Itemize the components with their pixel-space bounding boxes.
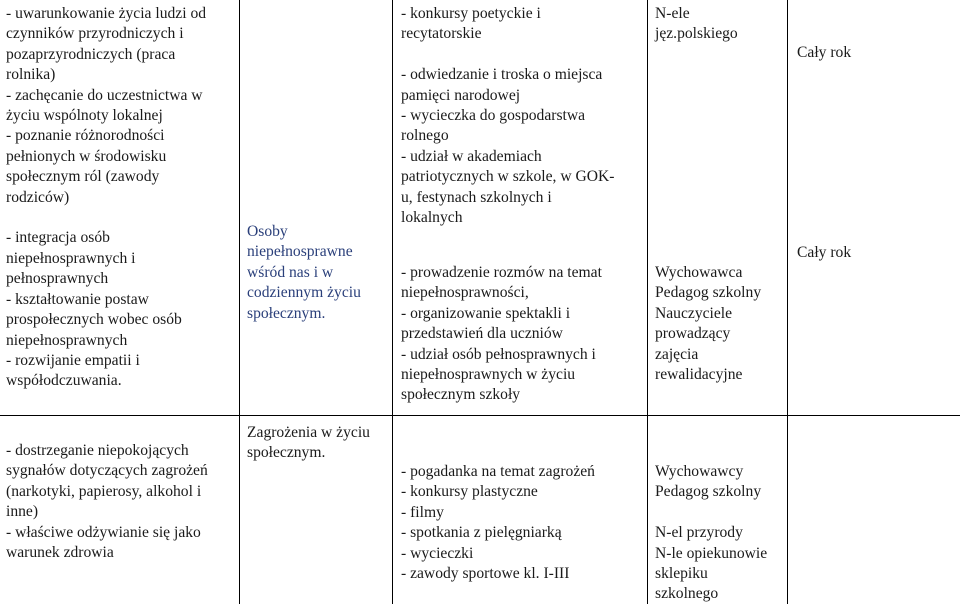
- column-divider: [787, 0, 788, 604]
- row2-goals: - dostrzeganie niepokojących sygnałów dotyczących zagrożeń (narkotyki, papierosy, alkohol i inne) - właściwe odżywianie się jako warunek zdrowia: [6, 442, 208, 562]
- row1-forms-b: - prowadzenie rozmów na temat niepełnosprawności, - organizowanie spektakli i przedstawień dla uczniów - udział osób pełnosprawnych i niepełnosprawnych w życiu społecznym szkoły: [401, 264, 602, 404]
- row1-goals: - uwarunkowanie życia ludzi od czynników przyrodniczych i pozaprzyrodniczych (praca rolnika) - zachęcanie do uczestnictwa w życiu wspólnoty lokalnej - poznanie różnorodności pełnionych w środowisku społecznym ról (zawody rodziców) - integracja osób niepełnosprawnych i pełnosprawnych - kształtowanie postaw prospołecznych wobec osób niepełnosprawnych - rozwijanie empatii i współodczuwania.: [6, 5, 207, 390]
- row1-responsible-a: N-ele jęz.polskiego: [655, 5, 738, 43]
- row2-forms: - pogadanka na temat zagrożeń - konkursy plastyczne - filmy - spotkania z pielęgniarką - wycieczki - zawody sportowe kl. I-III: [401, 463, 595, 583]
- column-divider: [392, 0, 393, 604]
- row1-time-b: Cały rok: [797, 244, 852, 261]
- row-divider: [0, 415, 960, 416]
- row2-topic: Zagrożenia w życiu społecznym.: [247, 424, 370, 462]
- row1-forms-a: - konkursy poetyckie i recytatorskie - odwiedzanie i troska o miejsca pamięci narodowej - wycieczka do gospodarstwa rolnego - udział w akademiach patriotycznych w szkole, w GOK- u, festynach szkolnych i lokalnych: [401, 5, 615, 227]
- row1-time-a: Cały rok: [797, 44, 852, 61]
- column-divider: [647, 0, 648, 604]
- row1-responsible-b: Wychowawca Pedagog szkolny Nauczyciele prowadzący zajęcia rewalidacyjne: [655, 264, 762, 384]
- row2-responsible: Wychowawcy Pedagog szkolny N-el przyrody N-le opiekunowie sklepiku szkolnego: [655, 463, 768, 603]
- row1-topic: Osoby niepełnosprawne wśród nas i w codziennym życiu społecznym.: [247, 223, 361, 322]
- column-divider: [239, 0, 240, 604]
